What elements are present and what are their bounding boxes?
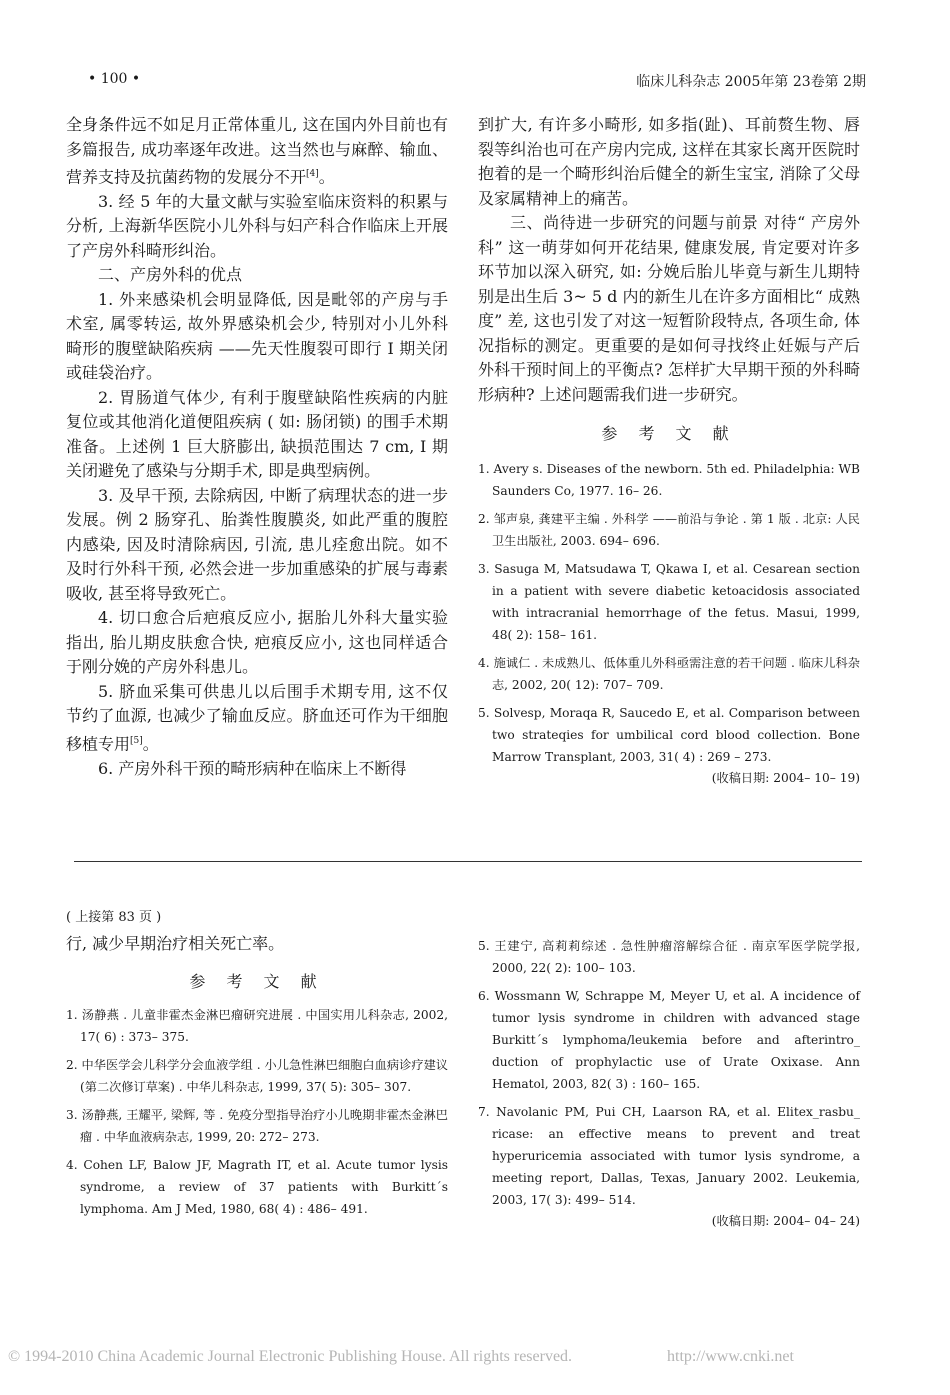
left-column	[66, 113, 448, 781]
reference-item: 2. 中华医学会儿科学分会血液学组 . 小儿急性淋巴细胞白血病诊疗建议 (第二次修订草案) . 中华儿科杂志, 1999, 37( 5): 305– 307.	[66, 1057, 448, 1094]
footer-link[interactable]: http://www.cnki.net	[667, 1348, 794, 1365]
paragraph: 1. 外来感染机会明显降低, 因是毗邻的产房与手术室, 属零转运, 故外界感染机会少, 特别对小儿外科畸形的腹壁缺陷疾病 ——先天性腹裂可即行 I 期关闭或硅袋治疗。	[66, 289, 448, 383]
section-heading-paragraph: 三、尚待进一步研究的问题与前景 对待“ 产房外科” 这一萌芽如何开花结果, 健康发展, 肯定要对许多环节加以深入研究, 如: 分娩后胎儿毕竟与新生儿期特别是出生后 3~ 5 d 内的新生儿在许多方面相比“ 成熟度” 差, 这也引发了对这一短暂阶段特点, 各项生命, 体况指标的测定。更重要的是如何寻找终止妊娠与产后外科干预时间上的平衡点? 怎样扩大早期干预的外科畸形病种? 上述问题需我们进一步研究。	[478, 213, 860, 404]
paragraph: 2. 胃肠道气体少, 有利于腹壁缺陷性疾病的内脏复位或其他消化道便阻疾病 ( 如: 肠闭锁) 的围手术期准备。上述例 1 巨大脐膨出, 缺损范围达 7 cm, I 期关闭避免了感染与分期手术, 即是典型病例。	[66, 387, 448, 481]
reference-item: 3. 汤静燕, 王耀平, 梁辉, 等 . 免疫分型指导治疗小儿晚期非霍杰金淋巴瘤 . 中华血液病杂志, 1999, 20: 272– 273.	[66, 1107, 448, 1144]
section-heading: 二、产房外科的优点	[98, 265, 243, 285]
reference-item: 4. Cohen LF, Balow JF, Magrath IT, et al. Acute tumor lysis syndrome, a review of 37 patients with Burkitt´s lymphoma. Am J Med, 1980, 68( 4) : 486– 491.	[66, 1157, 448, 1216]
paragraph: 3. 及早干预, 去除病因, 中断了病理状态的进一步发展。例 2 肠穿孔、胎粪性腹膜炎, 如此严重的腹腔内感染, 因及时清除病因, 引流, 患儿痊愈出院。如不及时行外科干预, 必然会进一步加重感染的扩展与毒素吸收, 甚至将导致死亡。	[66, 485, 448, 603]
paragraph: 到扩大, 有许多小畸形, 如多指(趾)、耳前赘生物、唇裂等纠治也可在产房内完成, 这样在其家长离开医院时抱着的是一个畸形纠治后健全的新生宝宝, 消除了父母及家属精神上的痛苦。	[478, 115, 860, 208]
paragraph: 5. 脐血采集可供患儿以后围手术期专用, 这不仅节约了血源, 也减少了输血反应。脐血还可作为干细胞移植专用[5]。	[66, 681, 448, 754]
paragraph: 全身条件远不如足月正常体重儿, 这在国内外目前也有多篇报告, 成功率逐年改进。这当然也与麻醉、输血、营养支持及抗菌药物的发展分不开[4]。	[66, 115, 448, 187]
journal-header: 临床儿科杂志 2005年第 23卷第 2期	[636, 74, 866, 90]
reference-item: 1. 汤静燕 . 儿童非霍杰金淋巴瘤研究进展 . 中国实用儿科杂志, 2002, 17( 6) : 373– 375.	[66, 1007, 448, 1044]
citation: [4]	[306, 169, 319, 179]
references-heading: 参 考 文 献	[601, 424, 737, 443]
section-divider	[74, 861, 862, 862]
copyright-footer: © 1994-2010 China Academic Journal Electronic Publishing House. All rights reserved.	[8, 1348, 573, 1365]
received-date: (收稿日期: 2004– 04– 24)	[711, 1214, 860, 1228]
reference-item: 5. 王建宁, 高莉莉综述 . 急性肿瘤溶解综合征 . 南京军医学院学报, 2000, 22( 2): 100– 103.	[478, 939, 860, 975]
right-column	[478, 113, 860, 788]
paragraph: 行, 减少早期治疗相关死亡率。	[66, 934, 285, 953]
paragraph: 4. 切口愈合后疤痕反应小, 据胎儿外科大量实验指出, 胎儿期皮肤愈合快, 疤痕反应小, 这也同样适合于刚分娩的产房外科患儿。	[66, 608, 448, 677]
reference-item: 2. 邹声泉, 龚建平主编 . 外科学 ——前沿与争论 . 第 1 版 . 北京: 人民卫生出版社, 2003. 694– 696.	[478, 512, 860, 548]
reference-item: 5. Solvesp, Moraqa R, Saucedo E, et al. Comparison between two strateqies for umbilical cord blood collection. Bone Marrow Transplant, 2003, 31( 4) : 269 – 273.	[478, 706, 860, 764]
bottom-right-column	[478, 935, 860, 1231]
paragraph: 3. 经 5 年的大量文献与实验室临床资料的积累与分析, 上海新华医院小儿外科与妇产科合作临床上开展了产房外科畸形纠治。	[66, 191, 448, 260]
citation: [5]	[130, 735, 143, 746]
references-heading: 参 考 文 献	[189, 971, 325, 991]
paragraph: 6. 产房外科干预的畸形病种在临床上不断得	[98, 758, 407, 778]
reference-item: 4. 施诚仁 . 未成熟儿、低体重儿外科亟需注意的若干问题 . 临床儿科杂志, 2002, 20( 12): 707– 709.	[478, 656, 860, 692]
reference-item: 7. Navolanic PM, Pui CH, Laarson RA, et al. Elitex_rasbu_ ricase: an effective means to prevent and treat hyperuricemia associated with tumor lysis syndrome, a meeting report, Dallas, Texas, January 2002. Leukemia, 2003, 17( 3): 499– 514.	[478, 1105, 860, 1207]
reference-item: 3. Sasuga M, Matsudawa T, Qkawa I, et al. Cesarean section in a patient with severe diabetic ketoacidosis associated with intracranial hemorrhage of the fetus. Masui, 1999, 48( 2): 158– 161.	[478, 562, 860, 642]
reference-item: 1. Avery s. Diseases of the newborn. 5th ed. Philadelphia: WB Saunders Co, 1977. 16– 26.	[478, 462, 860, 498]
reference-item: 6. Wossmann W, Schrappe M, Meyer U, et al. A incidence of tumor lysis syndrome in children with advanced stage Burkitt´s lymphoma/leukemia before and afterintro_ duction of prophylactic use of Urate Oxixase. Ann Hematol, 2003, 82( 3) : 160– 165.	[478, 989, 860, 1091]
page-number: • 100 •	[88, 71, 141, 87]
continued-note: ( 上接第 83 页 )	[66, 910, 162, 925]
received-date: (收稿日期: 2004– 10– 19)	[711, 771, 860, 785]
bottom-left-column	[66, 908, 448, 1226]
